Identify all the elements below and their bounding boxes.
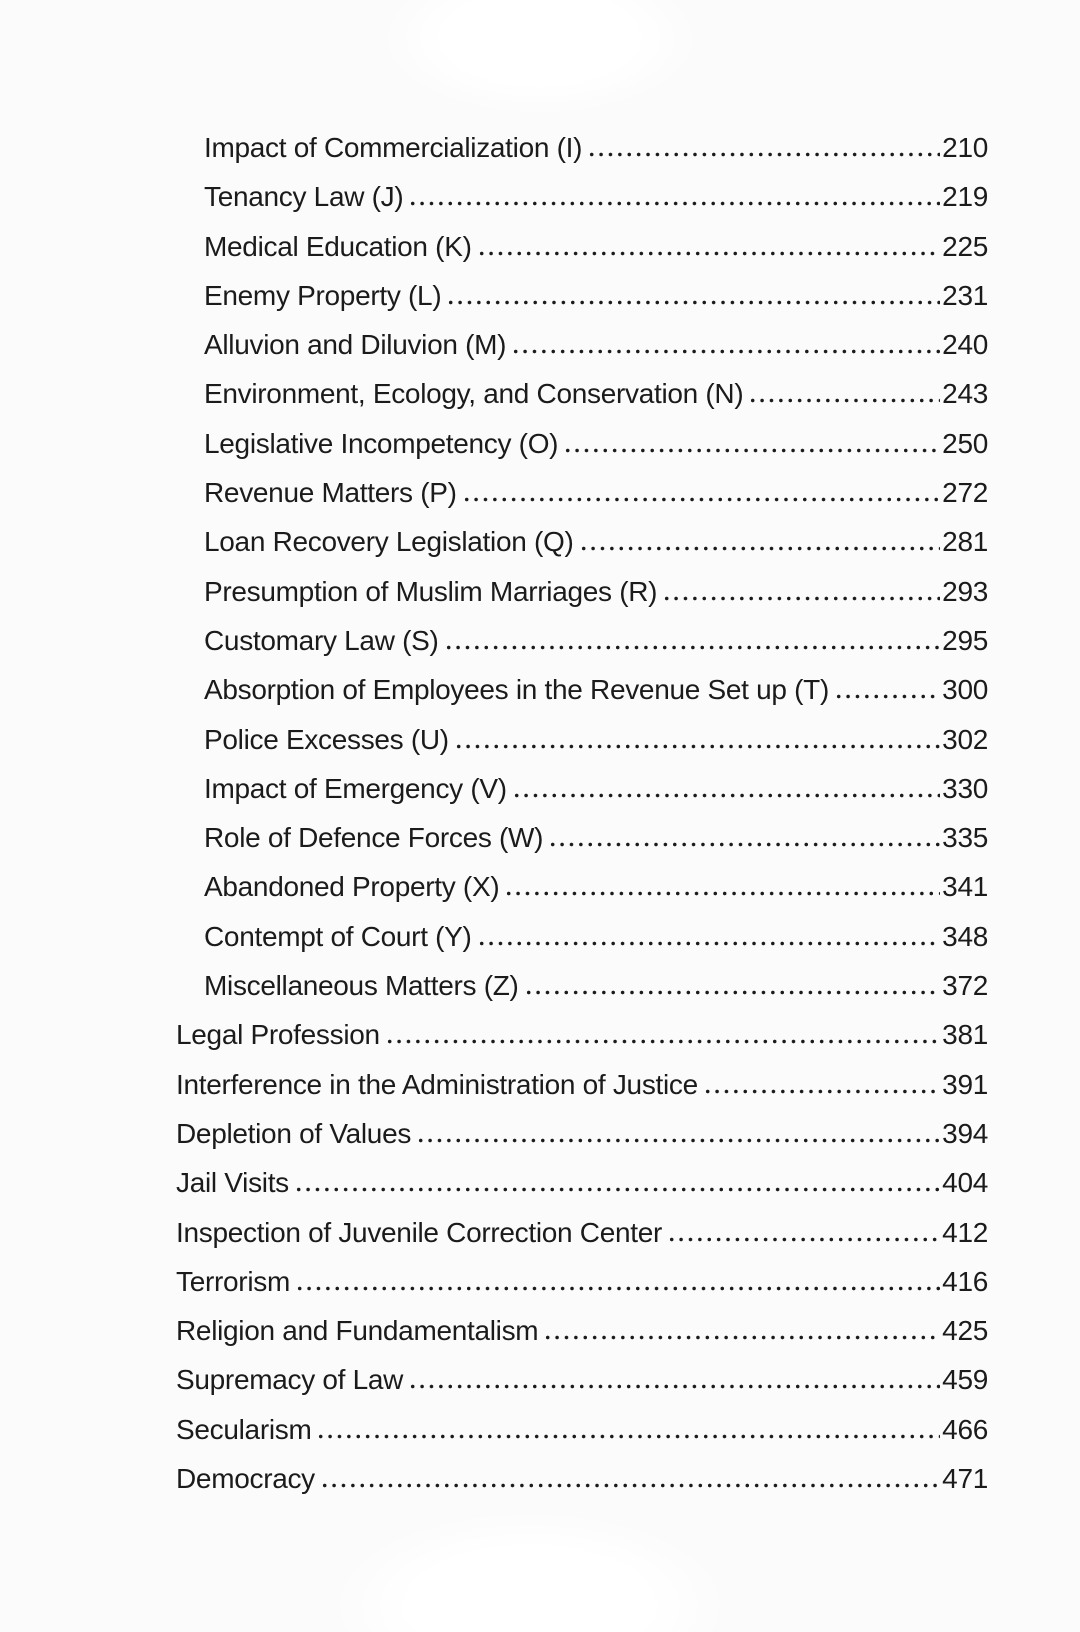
dot-leader [748, 398, 940, 403]
toc-entry-page: 219 [942, 181, 988, 213]
toc-entry [176, 1454, 988, 1503]
toc-entry-label: Miscellaneous Matters (Z) [204, 970, 519, 1002]
toc-entry-page: 272 [942, 477, 988, 509]
table-of-contents [176, 123, 988, 1503]
toc-entry-page: 471 [942, 1463, 988, 1495]
dot-leader [462, 497, 941, 502]
toc-entry [176, 1306, 988, 1355]
toc-entry [176, 1158, 988, 1207]
dot-leader [316, 1434, 940, 1439]
toc-entry-label: Democracy [176, 1463, 315, 1495]
toc-entry [176, 961, 988, 1010]
toc-entry [176, 419, 988, 468]
toc-entry-label: Legislative Incompetency (O) [204, 427, 559, 459]
dot-leader [667, 1237, 940, 1242]
dot-leader [548, 842, 940, 847]
toc-entry-page: 348 [942, 920, 988, 952]
toc-entry-label: Environment, Ecology, and Conservation (N) [204, 378, 744, 410]
toc-entry [176, 1355, 988, 1404]
toc-entry-label: Presumption of Muslim Marriages (R) [204, 575, 658, 607]
dot-leader [477, 941, 941, 946]
toc-entry-page: 281 [942, 526, 988, 558]
toc-entry-label: Revenue Matters (P) [204, 477, 457, 509]
dot-leader [477, 251, 941, 256]
toc-entry-label: Absorption of Employees in the Revenue Set up (T) [204, 674, 829, 706]
toc-entry-page: 381 [942, 1019, 988, 1051]
toc-entry-label: Loan Recovery Legislation (Q) [204, 526, 574, 558]
toc-entry-label: Contempt of Court (Y) [204, 920, 472, 952]
toc-entry [176, 567, 988, 616]
toc-entry-page: 341 [942, 871, 988, 903]
toc-entry [176, 1109, 988, 1158]
toc-entry-page: 425 [942, 1315, 988, 1347]
toc-entry-label: Impact of Emergency (V) [204, 772, 507, 804]
toc-entry-page: 243 [942, 378, 988, 410]
toc-entry-label: Supremacy of Law [176, 1364, 404, 1396]
toc-entry-label: Customary Law (S) [204, 624, 439, 656]
toc-entry-page: 394 [942, 1117, 988, 1149]
toc-entry-page: 295 [942, 624, 988, 656]
toc-entry-label: Enemy Property (L) [204, 279, 442, 311]
toc-entry-label: Jail Visits [176, 1167, 289, 1199]
toc-entry-page: 372 [942, 970, 988, 1002]
toc-entry [176, 715, 988, 764]
toc-entry-page: 210 [942, 132, 988, 163]
dot-leader [504, 891, 940, 896]
dot-leader [385, 1039, 940, 1044]
toc-entry-page: 335 [942, 822, 988, 854]
dot-leader [703, 1089, 940, 1094]
dot-leader [511, 349, 940, 354]
dot-leader [834, 694, 940, 699]
toc-entry-page: 231 [942, 279, 988, 311]
toc-entry-page: 240 [942, 329, 988, 361]
toc-entry [176, 1208, 988, 1257]
toc-entry-page: 459 [942, 1364, 988, 1396]
toc-entry [176, 764, 988, 813]
toc-entry-label: Secularism [176, 1413, 312, 1445]
toc-entry-label: Role of Defence Forces (W) [204, 822, 544, 854]
toc-entry-page: 466 [942, 1413, 988, 1445]
dot-leader [416, 1138, 940, 1143]
toc-entry [176, 1060, 988, 1109]
toc-entry-page: 412 [942, 1216, 988, 1248]
toc-entry-label: Interference in the Administration of Justice [176, 1068, 698, 1100]
dot-leader [295, 1286, 940, 1291]
toc-entry [176, 1257, 988, 1306]
toc-entry-label: Tenancy Law (J) [204, 181, 404, 213]
toc-entry [176, 271, 988, 320]
toc-entry-label: Medical Education (K) [204, 230, 472, 262]
dot-leader [579, 546, 941, 551]
toc-entry [176, 1405, 988, 1454]
toc-entry [176, 320, 988, 369]
dot-leader [444, 645, 941, 650]
toc-entry [176, 665, 988, 714]
toc-entry-page: 250 [942, 427, 988, 459]
toc-entry-page: 225 [942, 230, 988, 262]
toc-entry-page: 416 [942, 1265, 988, 1297]
toc-entry-label: Inspection of Juvenile Correction Center [176, 1216, 663, 1248]
dot-leader [587, 152, 940, 157]
toc-entry [176, 862, 988, 911]
toc-entry-label: Religion and Fundamentalism [176, 1315, 539, 1347]
toc-entry [176, 912, 988, 961]
toc-entry-page: 300 [942, 674, 988, 706]
toc-entry [176, 172, 988, 221]
toc-entry [176, 222, 988, 271]
dot-leader [543, 1335, 940, 1340]
dot-leader [320, 1483, 940, 1488]
toc-entry [176, 1010, 988, 1059]
dot-leader [524, 990, 941, 995]
toc-entry-label: Depletion of Values [176, 1117, 412, 1149]
toc-entry [176, 517, 988, 566]
dot-leader [563, 448, 940, 453]
toc-entry-page: 293 [942, 575, 988, 607]
toc-entry-label: Legal Profession [176, 1019, 380, 1051]
toc-entry [176, 813, 988, 862]
dot-leader [446, 300, 940, 305]
toc-entry-label: Abandoned Property (X) [204, 871, 500, 903]
toc-entry-label: Police Excesses (U) [204, 723, 449, 755]
dot-leader [408, 1384, 940, 1389]
toc-entry-page: 302 [942, 723, 988, 755]
toc-entry [176, 616, 988, 665]
toc-entry-label: Alluvion and Diluvion (M) [204, 329, 507, 361]
toc-entry-page: 330 [942, 772, 988, 804]
dot-leader [662, 596, 940, 601]
dot-leader [454, 744, 940, 749]
dot-leader [294, 1187, 940, 1192]
toc-entry [176, 123, 988, 172]
dot-leader [408, 201, 940, 206]
toc-entry-page: 391 [942, 1068, 988, 1100]
toc-entry [176, 369, 988, 418]
toc-entry-page: 404 [942, 1167, 988, 1199]
toc-entry-label: Impact of Commercialization (I) [204, 132, 583, 163]
toc-entry-label: Terrorism [176, 1265, 290, 1297]
dot-leader [512, 793, 940, 798]
toc-entry [176, 468, 988, 517]
